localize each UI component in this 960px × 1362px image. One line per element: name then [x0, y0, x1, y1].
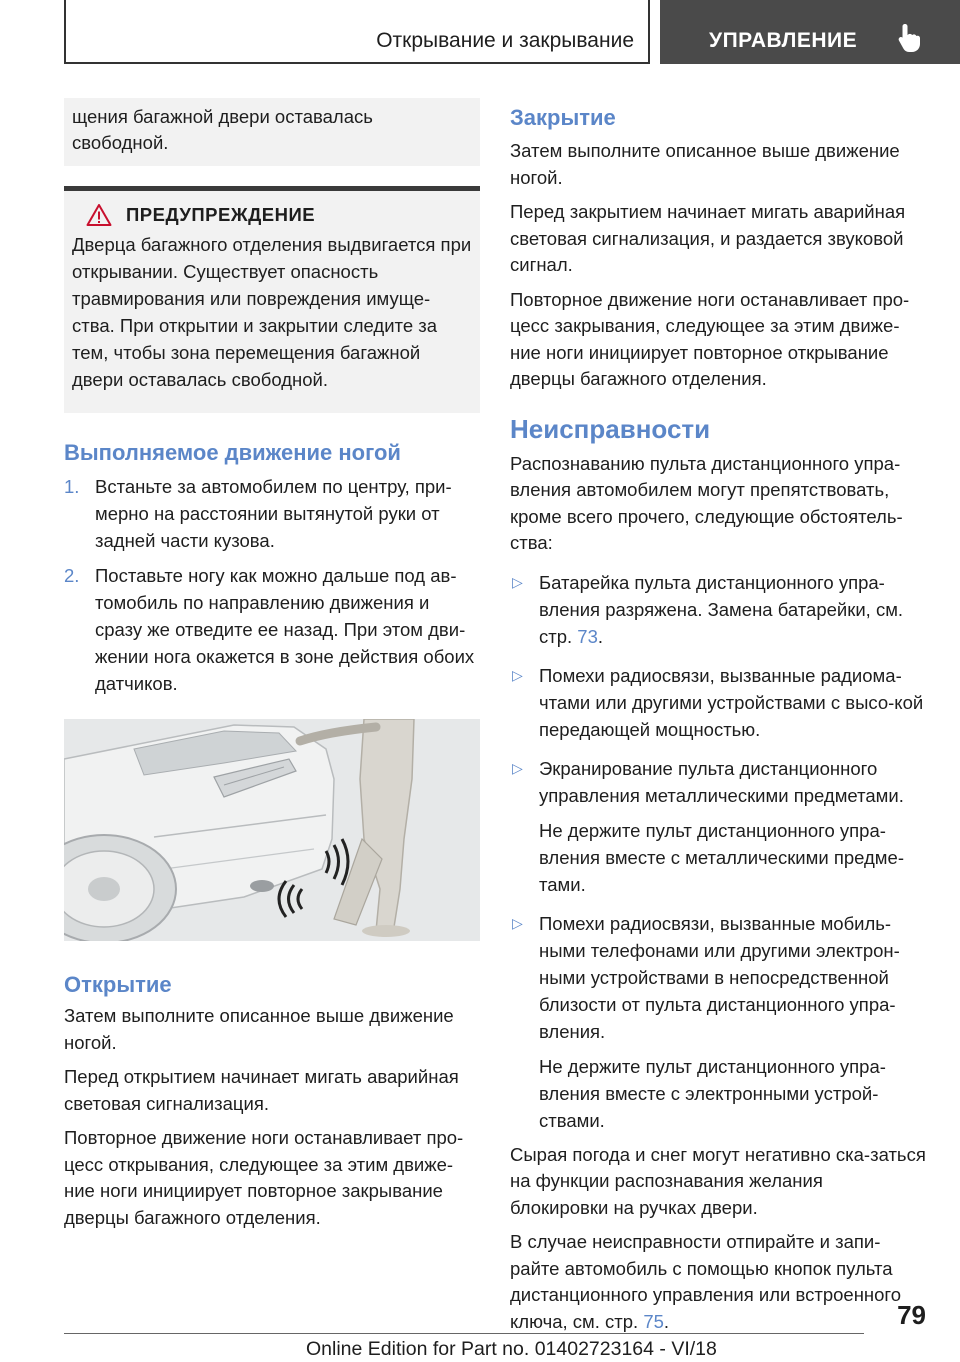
right-column [510, 98, 926, 1335]
foot-motion-steps [64, 473, 480, 697]
carry-over-text: щения багажной двери оставалась свободной. [72, 106, 373, 153]
page-link-75[interactable]: 75 [643, 1310, 664, 1332]
warning-box [64, 191, 480, 413]
triangle-right-icon: ▷ [512, 573, 523, 590]
opening-body [64, 1003, 480, 1231]
step-text: Поставьте ногу как можно дальше под ав-томобиль по направлению движения и сразу же отведите ее назад. При этом дви-жении нога окажется в зоне действия обоих датчиков. [95, 565, 475, 694]
faults-after-text: Сырая погода и снег могут негативно ска-заться на функции распознавания желания блокировки на ручках двери. [510, 1143, 926, 1218]
carry-over-box [64, 98, 480, 166]
opening-paragraph: Затем выполните описанное выше движение ногой. [64, 1005, 454, 1053]
header-title: Открывание и закрывание [376, 29, 634, 52]
page-link-73[interactable]: 73 [577, 625, 598, 647]
triangle-right-icon: ▷ [512, 666, 523, 683]
step-number: 1. [64, 476, 80, 497]
page-number: 79 [897, 1300, 926, 1330]
closing-paragraph: Перед закрытием начинает мигать аварийная световая сигнализация, и раздается звуковой сигнал. [510, 201, 906, 275]
faults-last-text: В случае неисправности отпирайте и запи-райте автомобиль с помощью кнопок пульта дистанционного управления или встроенного ключа, см. стр. 75. [510, 1231, 902, 1332]
triangle-right-icon: ▷ [512, 759, 523, 776]
warning-text: Дверца багажного отделения выдвигается при открывании. Существует опасность травмирования или повреждения имуще-ства. При открытии и закрытии следите за тем, чтобы зона перемещения багажной двери оставалась свободной. [72, 234, 472, 390]
car-foot-illustration [64, 719, 480, 941]
fault-bullet [510, 569, 926, 650]
closing-paragraph: Затем выполните описанное выше движение ногой. [510, 140, 900, 188]
faults-heading: Неисправности [510, 413, 711, 444]
closing-heading: Закрытие [510, 105, 616, 130]
fault-text: Помехи радиосвязи, вызванные радиома-чтами или другими устройствами с высо-кой передающей мощностью. [539, 664, 924, 740]
fault-text: Экранирование пульта дистанционного управления металлическими предметами. [539, 757, 904, 806]
fault-text: Батарейка пульта дистанционного упра-вления разряжена. Замена батарейки, см. стр. 73. [539, 571, 904, 647]
footer-divider [64, 1333, 864, 1334]
warning-header [72, 203, 472, 227]
opening-paragraph: Повторное движение ноги останавливает про-цесс открывания, следующее за этим движе-ние ноги инициирует повторное закрывание дверцы багажного отделения. [64, 1127, 464, 1228]
fault-bullet [510, 755, 926, 898]
header-section: УПРАВЛЕНИЕ [709, 29, 858, 52]
step-number: 2. [64, 565, 80, 586]
step-item [64, 562, 480, 697]
step-item [64, 473, 480, 554]
fault-bullet [510, 910, 926, 1134]
faults-intro: Распознаванию пульта дистанционного упра-вления автомобилем могут препятствовать, кроме всего прочего, следующие обстоятель-ства: [510, 452, 903, 553]
step-text: Встаньте за автомобилем по центру, при-мерно на расстоянии вытянутой руки от задней части кузова. [95, 476, 452, 551]
fault-bullet [510, 662, 926, 743]
foot-motion-heading: Выполняемое движение ногой [64, 440, 401, 465]
opening-paragraph: Перед открытием начинает мигать аварийная световая сигнализация. [64, 1066, 459, 1114]
warning-triangle-icon [86, 203, 112, 227]
opening-heading: Открытие [64, 972, 172, 997]
hand-pointer-icon [896, 22, 924, 54]
edition-note: Online Edition for Part no. 01402723164 - VI/18 [306, 1338, 717, 1360]
foot-sensor-illustration [64, 719, 480, 941]
fault-note: Не держите пульт дистанционного упра-вления вместе с металлическими предме-тами. [539, 819, 904, 895]
header-title-box [64, 0, 650, 64]
fault-text: Помехи радиосвязи, вызванные мобиль-ными телефонами или другими электрон-ными устройствами в непосредственной близости от пульта дистанционного упра-вления. [539, 912, 900, 1042]
fault-note: Не держите пульт дистанционного упра-вления вместе с электронными устрой-ствами. [539, 1055, 886, 1131]
warning-title: ПРЕДУПРЕЖДЕНИЕ [126, 204, 316, 225]
closing-body [510, 138, 926, 393]
left-column [64, 98, 480, 1231]
header-section-box [660, 0, 960, 64]
triangle-right-icon: ▷ [512, 914, 523, 931]
closing-paragraph: Повторное движение ноги останавливает про-цесс закрывания, следующее за этим движе-ние ноги инициирует повторное открывание дверцы багажного отделения. [510, 288, 910, 389]
